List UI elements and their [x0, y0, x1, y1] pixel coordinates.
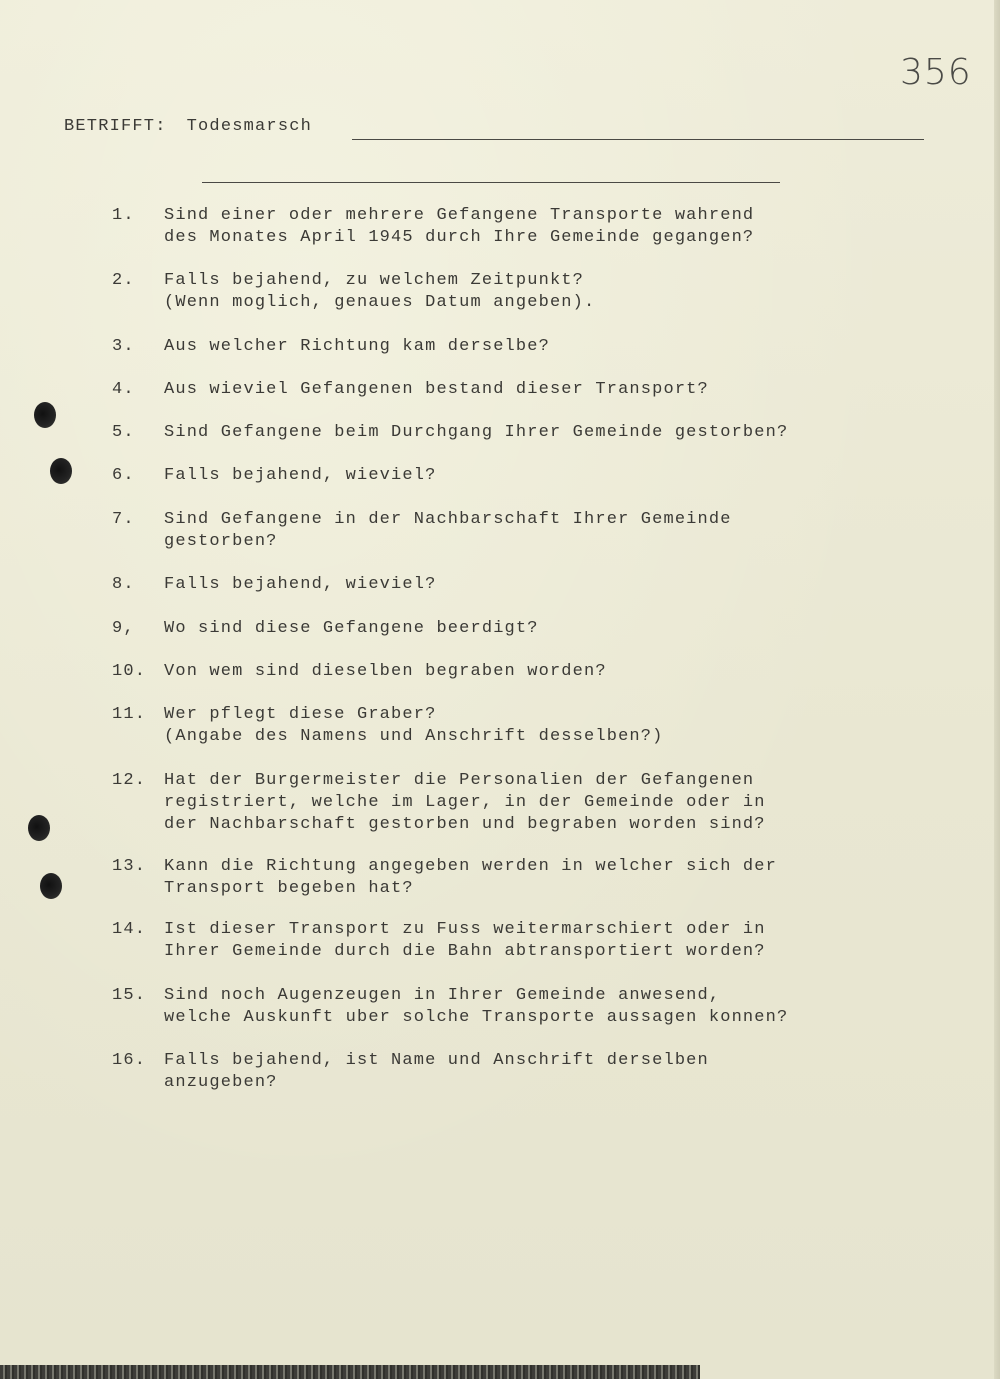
question-number: 8. — [112, 575, 135, 594]
question-text: Sind einer oder mehrere Gefangene Transporte wahrend — [164, 206, 755, 225]
question-text: gestorben? — [164, 532, 278, 551]
question-text: Hat der Burgermeister die Personalien der Gefangenen — [164, 771, 755, 790]
scan-edge-strip — [0, 1365, 700, 1379]
question-text: Falls bejahend, ist Name und Anschrift derselben — [164, 1051, 709, 1070]
page-number: 356 — [900, 52, 972, 93]
question-number: 14. — [112, 920, 147, 939]
question-number: 5. — [112, 423, 135, 442]
question-text: Ist dieser Transport zu Fuss weitermarschiert oder in — [164, 920, 766, 939]
question-number: 9, — [112, 619, 135, 638]
question-text: Falls bejahend, wieviel? — [164, 466, 437, 485]
question-text: Kann die Richtung angegeben werden in welcher sich der — [164, 857, 777, 876]
question-text: des Monates April 1945 durch Ihre Gemeinde gegangen? — [164, 228, 755, 247]
question-text: welche Auskunft uber solche Transporte aussagen konnen? — [164, 1008, 789, 1027]
question-text: Sind noch Augenzeugen in Ihrer Gemeinde anwesend, — [164, 986, 721, 1005]
question-number: 13. — [112, 857, 147, 876]
punch-hole — [34, 402, 56, 428]
question-text: Falls bejahend, wieviel? — [164, 575, 437, 594]
question-number: 1. — [112, 206, 135, 225]
question-text: Von wem sind dieselben begraben worden? — [164, 662, 607, 681]
question-text: Wo sind diese Gefangene beerdigt? — [164, 619, 539, 638]
question-text: Transport begeben hat? — [164, 879, 414, 898]
question-number: 16. — [112, 1051, 147, 1070]
question-text: Aus wieviel Gefangenen bestand dieser Transport? — [164, 380, 709, 399]
question-text: Aus welcher Richtung kam derselbe? — [164, 337, 550, 356]
question-text: Sind Gefangene in der Nachbarschaft Ihrer Gemeinde — [164, 510, 732, 529]
question-text: der Nachbarschaft gestorben und begraben worden sind? — [164, 815, 766, 834]
subject-header — [64, 117, 312, 136]
question-text: registriert, welche im Lager, in der Gemeinde oder in — [164, 793, 766, 812]
separator-line — [202, 182, 780, 183]
question-number: 15. — [112, 986, 147, 1005]
subject-label: BETRIFFT: — [64, 117, 167, 136]
punch-hole — [28, 815, 50, 841]
question-number: 4. — [112, 380, 135, 399]
question-number: 3. — [112, 337, 135, 356]
question-number: 6. — [112, 466, 135, 485]
question-text: (Wenn moglich, genaues Datum angeben). — [164, 293, 596, 312]
question-text: Falls bejahend, zu welchem Zeitpunkt? — [164, 271, 585, 290]
question-text: Wer pflegt diese Graber? — [164, 705, 437, 724]
question-number: 2. — [112, 271, 135, 290]
punch-hole — [50, 458, 72, 484]
question-text: anzugeben? — [164, 1073, 278, 1092]
question-number: 12. — [112, 771, 147, 790]
question-text: (Angabe des Namens und Anschrift desselben?) — [164, 727, 664, 746]
question-number: 7. — [112, 510, 135, 529]
question-number: 10. — [112, 662, 147, 681]
question-text: Sind Gefangene beim Durchgang Ihrer Gemeinde gestorben? — [164, 423, 789, 442]
punch-hole — [40, 873, 62, 899]
subject-underline — [352, 139, 924, 140]
page-edge — [994, 0, 1000, 1379]
subject-value: Todesmarsch — [186, 117, 313, 136]
question-number: 11. — [112, 705, 147, 724]
question-text: Ihrer Gemeinde durch die Bahn abtransportiert worden? — [164, 942, 766, 961]
